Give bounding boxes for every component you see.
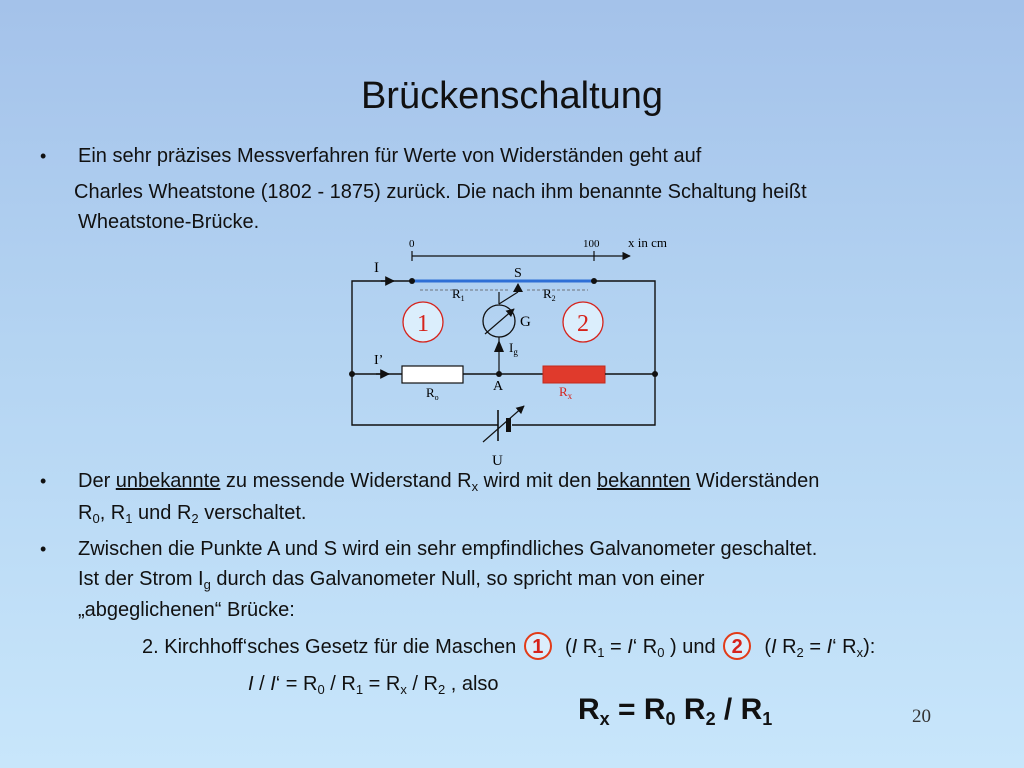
- ig-label: $I_g$: [509, 340, 518, 357]
- voltage-label: U: [492, 453, 503, 469]
- wheatstone-bridge-diagram: [340, 232, 700, 470]
- node-left-mid: [349, 371, 355, 377]
- bullet3-line-3: „abgeglichenen“ Brücke:: [78, 599, 295, 621]
- bullet-marker: •: [40, 471, 47, 491]
- intro-line-2: Charles Wheatstone (1802 - 1875) zurück. Die nach ihm benannte Schaltung heißt: [74, 181, 807, 203]
- resistor-r0: [402, 366, 463, 383]
- loop-2-badge: 2: [723, 632, 751, 660]
- galvanometer-wire-slider: [499, 292, 518, 304]
- slide-title: Brückenschaltung: [360, 75, 664, 117]
- node-left-top: [409, 278, 415, 284]
- slider-contact: [513, 283, 523, 292]
- current-i-label: I: [374, 260, 379, 276]
- bullet-marker: •: [40, 539, 47, 559]
- ratio-line: I / I‘ = $R_0 / R_1 = R_x / R_2$ , also: [248, 673, 499, 697]
- galvanometer-label: G: [520, 314, 531, 330]
- scale-start-label: 0: [409, 238, 415, 250]
- bullet3-line-2: Ist der Strom $I_g$ durch das Galvanometer Null, so spricht man von einer: [78, 568, 705, 592]
- intro-line-1: Ein sehr präzises Messverfahren für Werte von Widerständen geht auf: [78, 145, 702, 167]
- bullet3-line-1: Zwischen die Punkte A und S wird ein sehr empfindliches Galvanometer geschaltet.: [78, 538, 818, 560]
- current-i-prime-label: I’: [374, 353, 384, 368]
- page-number: 20: [912, 706, 931, 727]
- r2-label: $R_2$: [543, 286, 556, 303]
- node-a-label: A: [493, 379, 504, 394]
- slider-label: S: [514, 266, 522, 281]
- result-formula: $R_x = R_0$ $R_2 / R_1$: [578, 693, 773, 729]
- loop-1-badge: 1: [524, 632, 552, 660]
- scale-end-label: 100: [583, 238, 600, 250]
- r0-label: $R_o$: [426, 385, 439, 402]
- rx-label: $R_x$: [559, 384, 573, 401]
- intro-line-3: Wheatstone-Brücke.: [78, 211, 260, 233]
- kirchhoff-line: 2. Kirchhoff‘sches Gesetz für die Maschen 1 (I $R_1$ = I‘ $R_0$ ) und 2 (I $R_2$ = I‘ $R_x$):: [142, 632, 875, 661]
- bullet2-line-2: $R_0$, $R_1$ und $R_2$ verschaltet.: [78, 502, 307, 526]
- ig-arrow: [494, 340, 504, 352]
- battery-adjust-arrow: [483, 406, 524, 442]
- node-right-mid: [652, 371, 658, 377]
- bullet-marker: •: [40, 146, 47, 166]
- bullet2-line-1: Der unbekannte zu messende Widerstand $R_x$ wird mit den bekannten Widerständen: [78, 470, 820, 494]
- scale-unit-label: x in cm: [628, 235, 667, 250]
- galvanometer-needle: [485, 309, 514, 334]
- r1-label: $R_1$: [452, 286, 465, 303]
- node-a: [496, 371, 502, 377]
- resistor-rx: [543, 366, 605, 383]
- loop-1-label: 1: [417, 311, 429, 337]
- node-right-top: [591, 278, 597, 284]
- loop-2-label: 2: [577, 311, 589, 337]
